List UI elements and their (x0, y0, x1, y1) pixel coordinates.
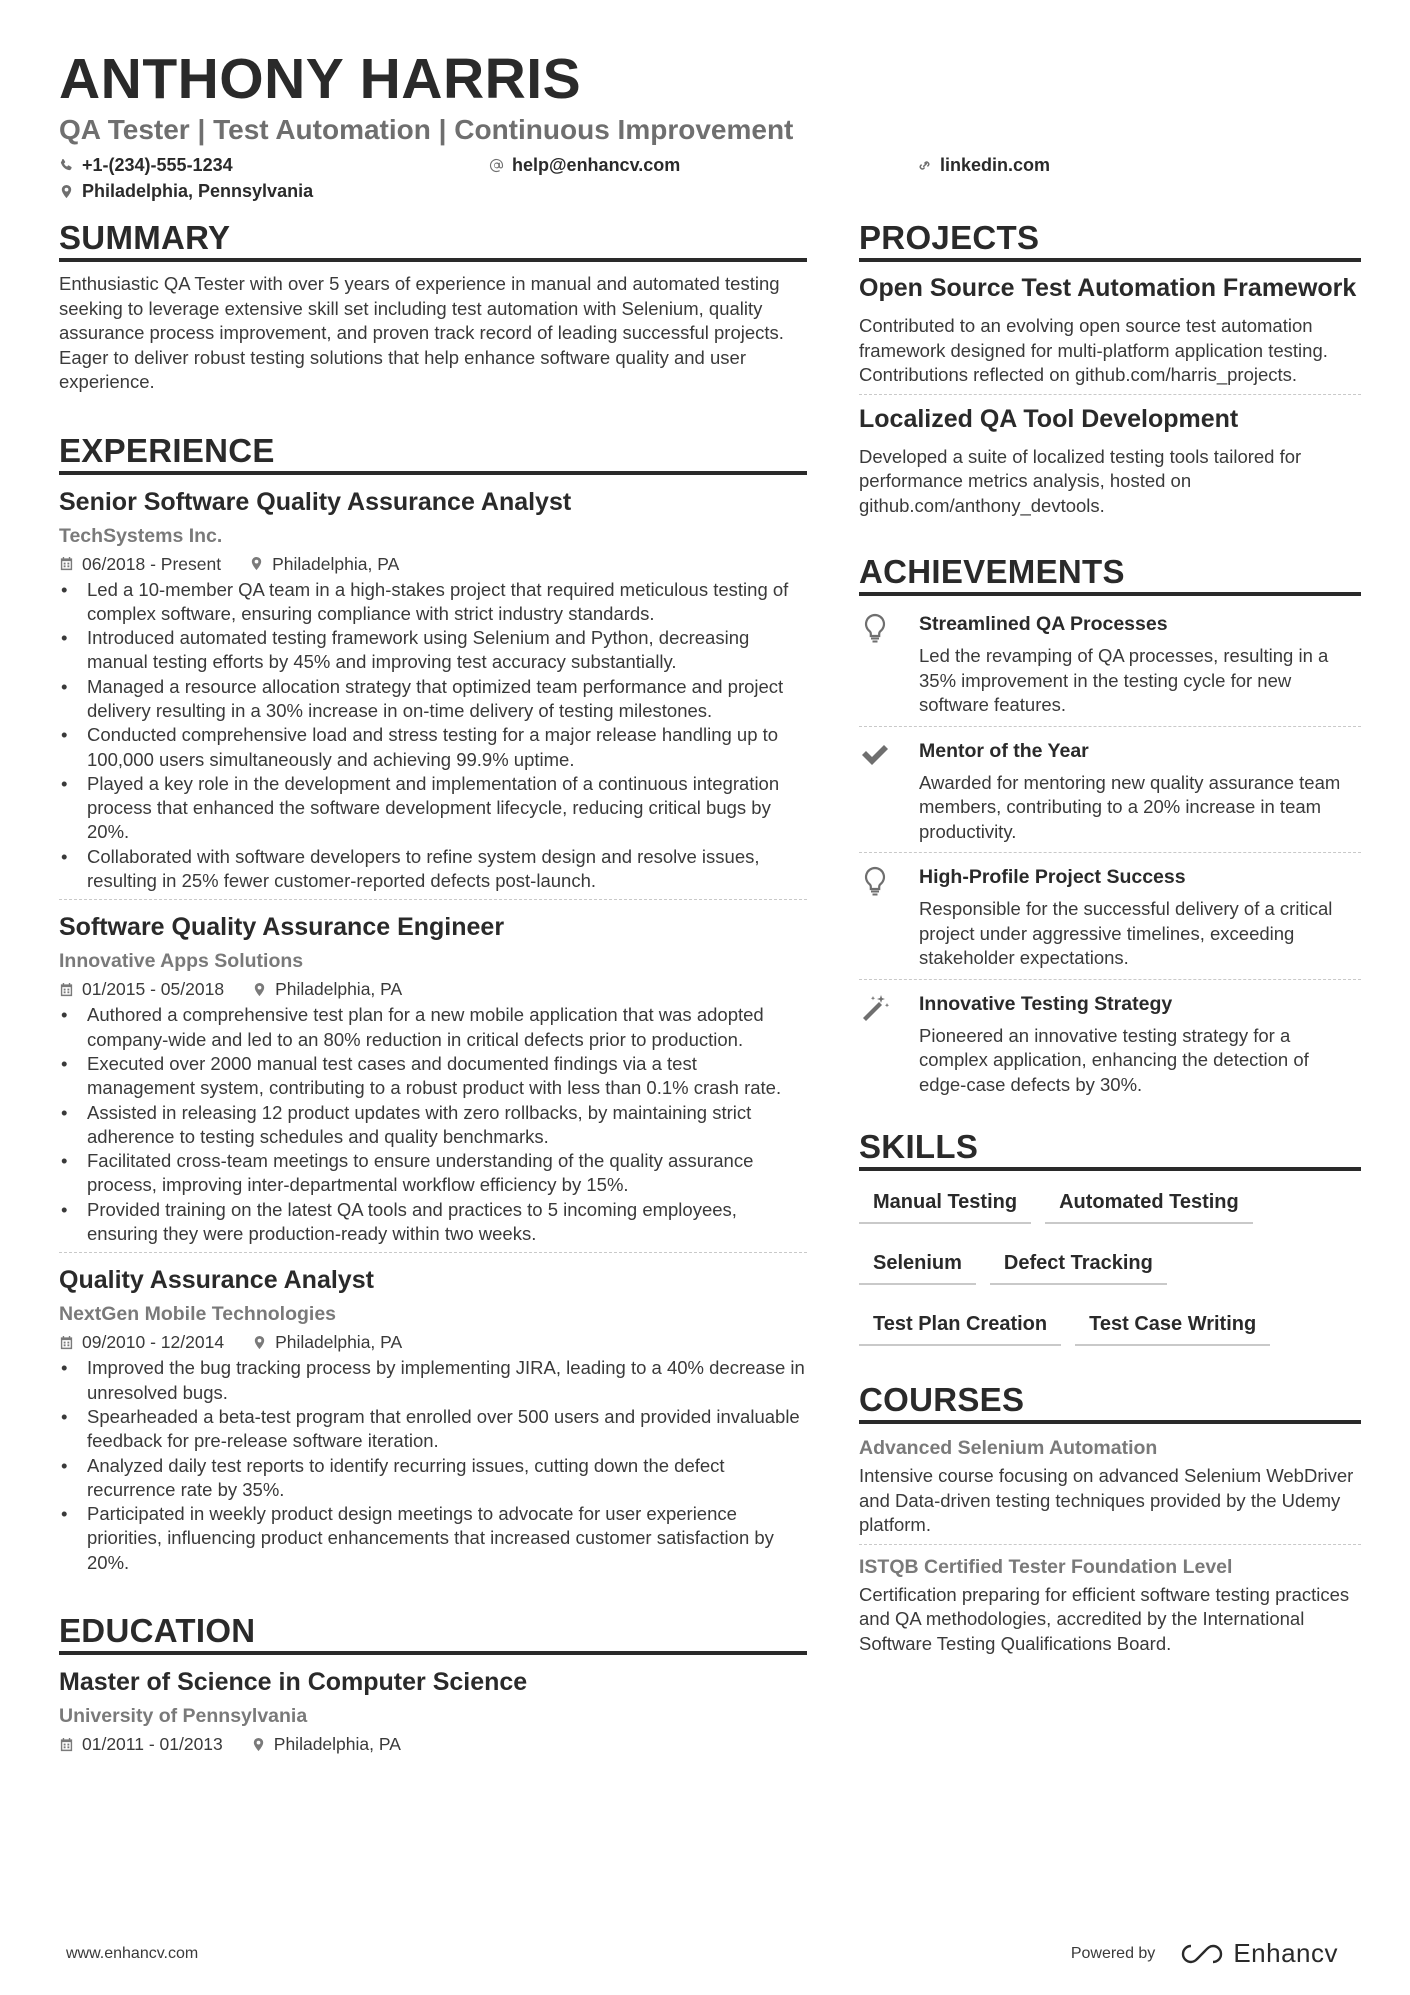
summary-text: Enthusiastic QA Tester with over 5 years of experience in manual and automated testing seeking to leverage extensive skill set including test automation with Selenium, quality assurance process improvement, and proven track record of leading successful projects. Eager to deliver robust testing solutions that help enhance software quality and user experience. (59, 273, 784, 392)
company-name: Innovative Apps Solutions (59, 950, 304, 973)
bullet-item: • Facilitated cross-team meetings to ensure understanding of the quality assurance process, improving inter-departmental workflow efficiency by 15%. (59, 1149, 807, 1198)
job-meta (59, 977, 807, 1001)
bullet-item: • Authored a comprehensive test plan for a new mobile application that was adopted company-wide and led to an 80% reduction in critical defects prior to production. (59, 1003, 807, 1052)
course-description: Certification preparing for efficient software testing practices and QA methodologies, accredited by the International Software Testing Qualifications Board. (859, 1583, 1350, 1654)
job-bullets (59, 1356, 807, 1575)
contact-row (59, 152, 1361, 178)
experience-item (59, 910, 807, 1253)
skills-list (859, 1181, 1361, 1364)
achievements-heading: ACHIEVEMENTS (859, 552, 1361, 596)
experience-heading: EXPERIENCE (59, 431, 807, 475)
project-item (859, 272, 1361, 395)
job-location: Philadelphia, PA (252, 1330, 402, 1354)
job-title: Quality Assurance Analyst (59, 1266, 374, 1295)
experience-item (59, 485, 807, 901)
enhancv-logo[interactable] (1179, 1938, 1338, 1969)
calendar-icon (59, 556, 74, 571)
email-contact[interactable] (489, 152, 917, 178)
skill-tag: Selenium (859, 1242, 976, 1285)
bullet-item: • Executed over 2000 manual test cases and documented findings via a test management system, contributing to a robust product with less than 0.1% crash rate. (59, 1052, 807, 1101)
enhancv-logo-icon (1179, 1942, 1225, 1966)
candidate-name: ANTHONY HARRIS (59, 47, 582, 111)
left-column (59, 218, 807, 1772)
course-item (859, 1434, 1361, 1545)
email-text: help@enhancv.com (512, 154, 681, 175)
location-text: Philadelphia, Pennsylvania (82, 180, 314, 201)
project-item (859, 403, 1361, 525)
company-name: NextGen Mobile Technologies (59, 1303, 337, 1326)
calendar-icon (59, 982, 74, 997)
job-bullets (59, 1003, 807, 1246)
job-title: Senior Software Quality Assurance Analyst (59, 487, 572, 516)
achievement-item (859, 606, 1361, 727)
bullet-item: • Improved the bug tracking process by implementing JIRA, leading to a 40% decrease in unresolved bugs. (59, 1356, 807, 1405)
lightbulb-icon (859, 865, 891, 897)
degree-title: Master of Science in Computer Science (59, 1668, 528, 1696)
achievement-title: Innovative Testing Strategy (919, 992, 1173, 1015)
achievement-description: Awarded for mentoring new quality assurance team members, contributing to a 20% increase in team productivity. (919, 771, 1341, 842)
achievement-title: Streamlined QA Processes (919, 613, 1168, 635)
skill-tag: Manual Testing (859, 1181, 1031, 1224)
education-heading: EDUCATION (59, 1611, 807, 1655)
location-contact (59, 178, 313, 204)
project-description: Developed a suite of localized testing tools tailored for performance metrics analysis, hosted on github.com/anthony_devtools. (859, 445, 1302, 516)
footer-branding (1071, 1938, 1338, 1969)
bullet-item: • Introduced automated testing framework using Selenium and Python, decreasing manual testing efforts by 45% and improving test accuracy substantially. (59, 626, 807, 675)
job-dates: 09/2010 - 12/2014 (59, 1330, 224, 1354)
bullet-item: • Led a 10-member QA team in a high-stakes project that required meticulous testing of complex software, ensuring compliance with strict industry standards. (59, 578, 807, 627)
calendar-icon (59, 1737, 74, 1752)
job-meta (59, 1330, 807, 1354)
course-description: Intensive course focusing on advanced Selenium WebDriver and Data-driven testing techniques provided by the Udemy platform. (859, 1465, 1354, 1535)
skill-tag: Test Case Writing (1075, 1303, 1270, 1346)
achievement-item (859, 986, 1361, 1106)
resume-page (59, 46, 1361, 1754)
achievement-title: Mentor of the Year (919, 739, 1089, 762)
projects-heading: PROJECTS (859, 218, 1361, 262)
education-item (59, 1665, 807, 1762)
achievement-description: Led the revamping of QA processes, resulting in a 35% improvement in the testing cycle for new software features. (919, 645, 1329, 715)
location-pin-icon (249, 556, 264, 571)
at-icon (489, 158, 504, 173)
powered-by-label: Powered by (1070, 1944, 1156, 1962)
phone-text: +1-(234)-555-1234 (82, 154, 233, 175)
location-row (59, 178, 1361, 204)
link-icon (917, 158, 932, 173)
job-dates: 06/2018 - Present (59, 552, 221, 576)
education-dates: 01/2011 - 01/2013 (59, 1732, 223, 1756)
job-bullets (59, 578, 807, 894)
skill-tag: Defect Tracking (990, 1242, 1167, 1285)
bullet-item: • Managed a resource allocation strategy that optimized team performance and project delivery resulting in a 30% increase in on-time delivery of testing milestones. (59, 675, 807, 724)
bullet-item: • Collaborated with software developers to refine system design and resolve issues, resulting in 25% fewer customer-reported defects post-launch. (59, 845, 807, 894)
bullet-item: • Assisted in releasing 12 product updates with zero rollbacks, by maintaining strict adherence to testing schedules and quality benchmarks. (59, 1101, 807, 1150)
bullet-item: • Provided training on the latest QA tools and practices to 5 incoming employees, ensuring they were production-ready within two weeks. (59, 1198, 807, 1247)
summary-heading: SUMMARY (59, 218, 807, 262)
experience-item (59, 1263, 807, 1581)
bullet-item: • Conducted comprehensive load and stress testing for a major release handling up to 100,000 users simultaneously and achieving 99.9% uptime. (59, 723, 807, 772)
job-location: Philadelphia, PA (249, 552, 399, 576)
location-pin-icon (252, 1335, 267, 1350)
achievement-description: Responsible for the successful delivery of a critical project under aggressive timelines, exceeding stakeholder expectations. (919, 898, 1333, 968)
company-name: TechSystems Inc. (59, 524, 223, 547)
bullet-item: • Played a key role in the development and implementation of a continuous integration process that enhanced the software development lifecycle, reducing critical bugs by 20%. (59, 772, 807, 845)
course-title: Advanced Selenium Automation (859, 1437, 1158, 1459)
right-column (859, 218, 1361, 1670)
education-meta (59, 1732, 807, 1756)
job-meta (59, 552, 807, 576)
bullet-item: • Participated in weekly product design meetings to advocate for user experience priorities, influencing product enhancements that increased customer satisfaction by 20%. (59, 1502, 807, 1575)
job-dates: 01/2015 - 05/2018 (59, 977, 224, 1001)
courses-heading: COURSES (859, 1380, 1361, 1424)
skills-heading: SKILLS (859, 1127, 1361, 1171)
achievement-item (859, 733, 1361, 854)
location-pin-icon (59, 184, 74, 199)
enhancv-wordmark: Enhancv (1233, 1938, 1338, 1968)
project-title: Localized QA Tool Development (859, 404, 1239, 433)
bullet-item: • Spearheaded a beta-test program that enrolled over 500 users and provided invaluable feedback for pre-release software iteration. (59, 1405, 807, 1454)
project-description: Contributed to an evolving open source test automation framework designed for multi-platform application testing. Contributions reflected on github.com/harris_projects. (859, 315, 1328, 385)
skill-tag: Automated Testing (1045, 1181, 1253, 1224)
bullet-item: • Analyzed daily test reports to identify recurring issues, cutting down the defect recurrence rate by 35%. (59, 1454, 807, 1503)
footer-website[interactable]: www.enhancv.com (66, 1945, 199, 1962)
course-item (859, 1553, 1361, 1663)
location-pin-icon (252, 982, 267, 997)
headline: QA Tester | Test Automation | Continuous Improvement (59, 114, 794, 145)
achievement-item (859, 859, 1361, 980)
education-location: Philadelphia, PA (251, 1732, 401, 1756)
phone-contact (59, 152, 489, 178)
calendar-icon (59, 1335, 74, 1350)
phone-icon (59, 158, 74, 173)
achievement-title: High-Profile Project Success (919, 866, 1186, 888)
course-title: ISTQB Certified Tester Foundation Level (859, 1555, 1233, 1578)
location-pin-icon (251, 1737, 266, 1752)
job-location: Philadelphia, PA (252, 977, 402, 1001)
achievement-description: Pioneered an innovative testing strategy for a complex application, enhancing the detection of edge-case defects by 30%. (919, 1024, 1309, 1095)
lightbulb-icon (859, 612, 891, 644)
school-name: University of Pennsylvania (59, 1705, 308, 1727)
checkmark-icon (859, 739, 891, 771)
project-title: Open Source Test Automation Framework (859, 274, 1357, 302)
magic-wand-icon (859, 992, 891, 1024)
skill-tag: Test Plan Creation (859, 1303, 1061, 1346)
linkedin-text: linkedin.com (940, 154, 1051, 175)
job-title: Software Quality Assurance Engineer (59, 913, 505, 942)
linkedin-contact[interactable] (917, 152, 1050, 178)
